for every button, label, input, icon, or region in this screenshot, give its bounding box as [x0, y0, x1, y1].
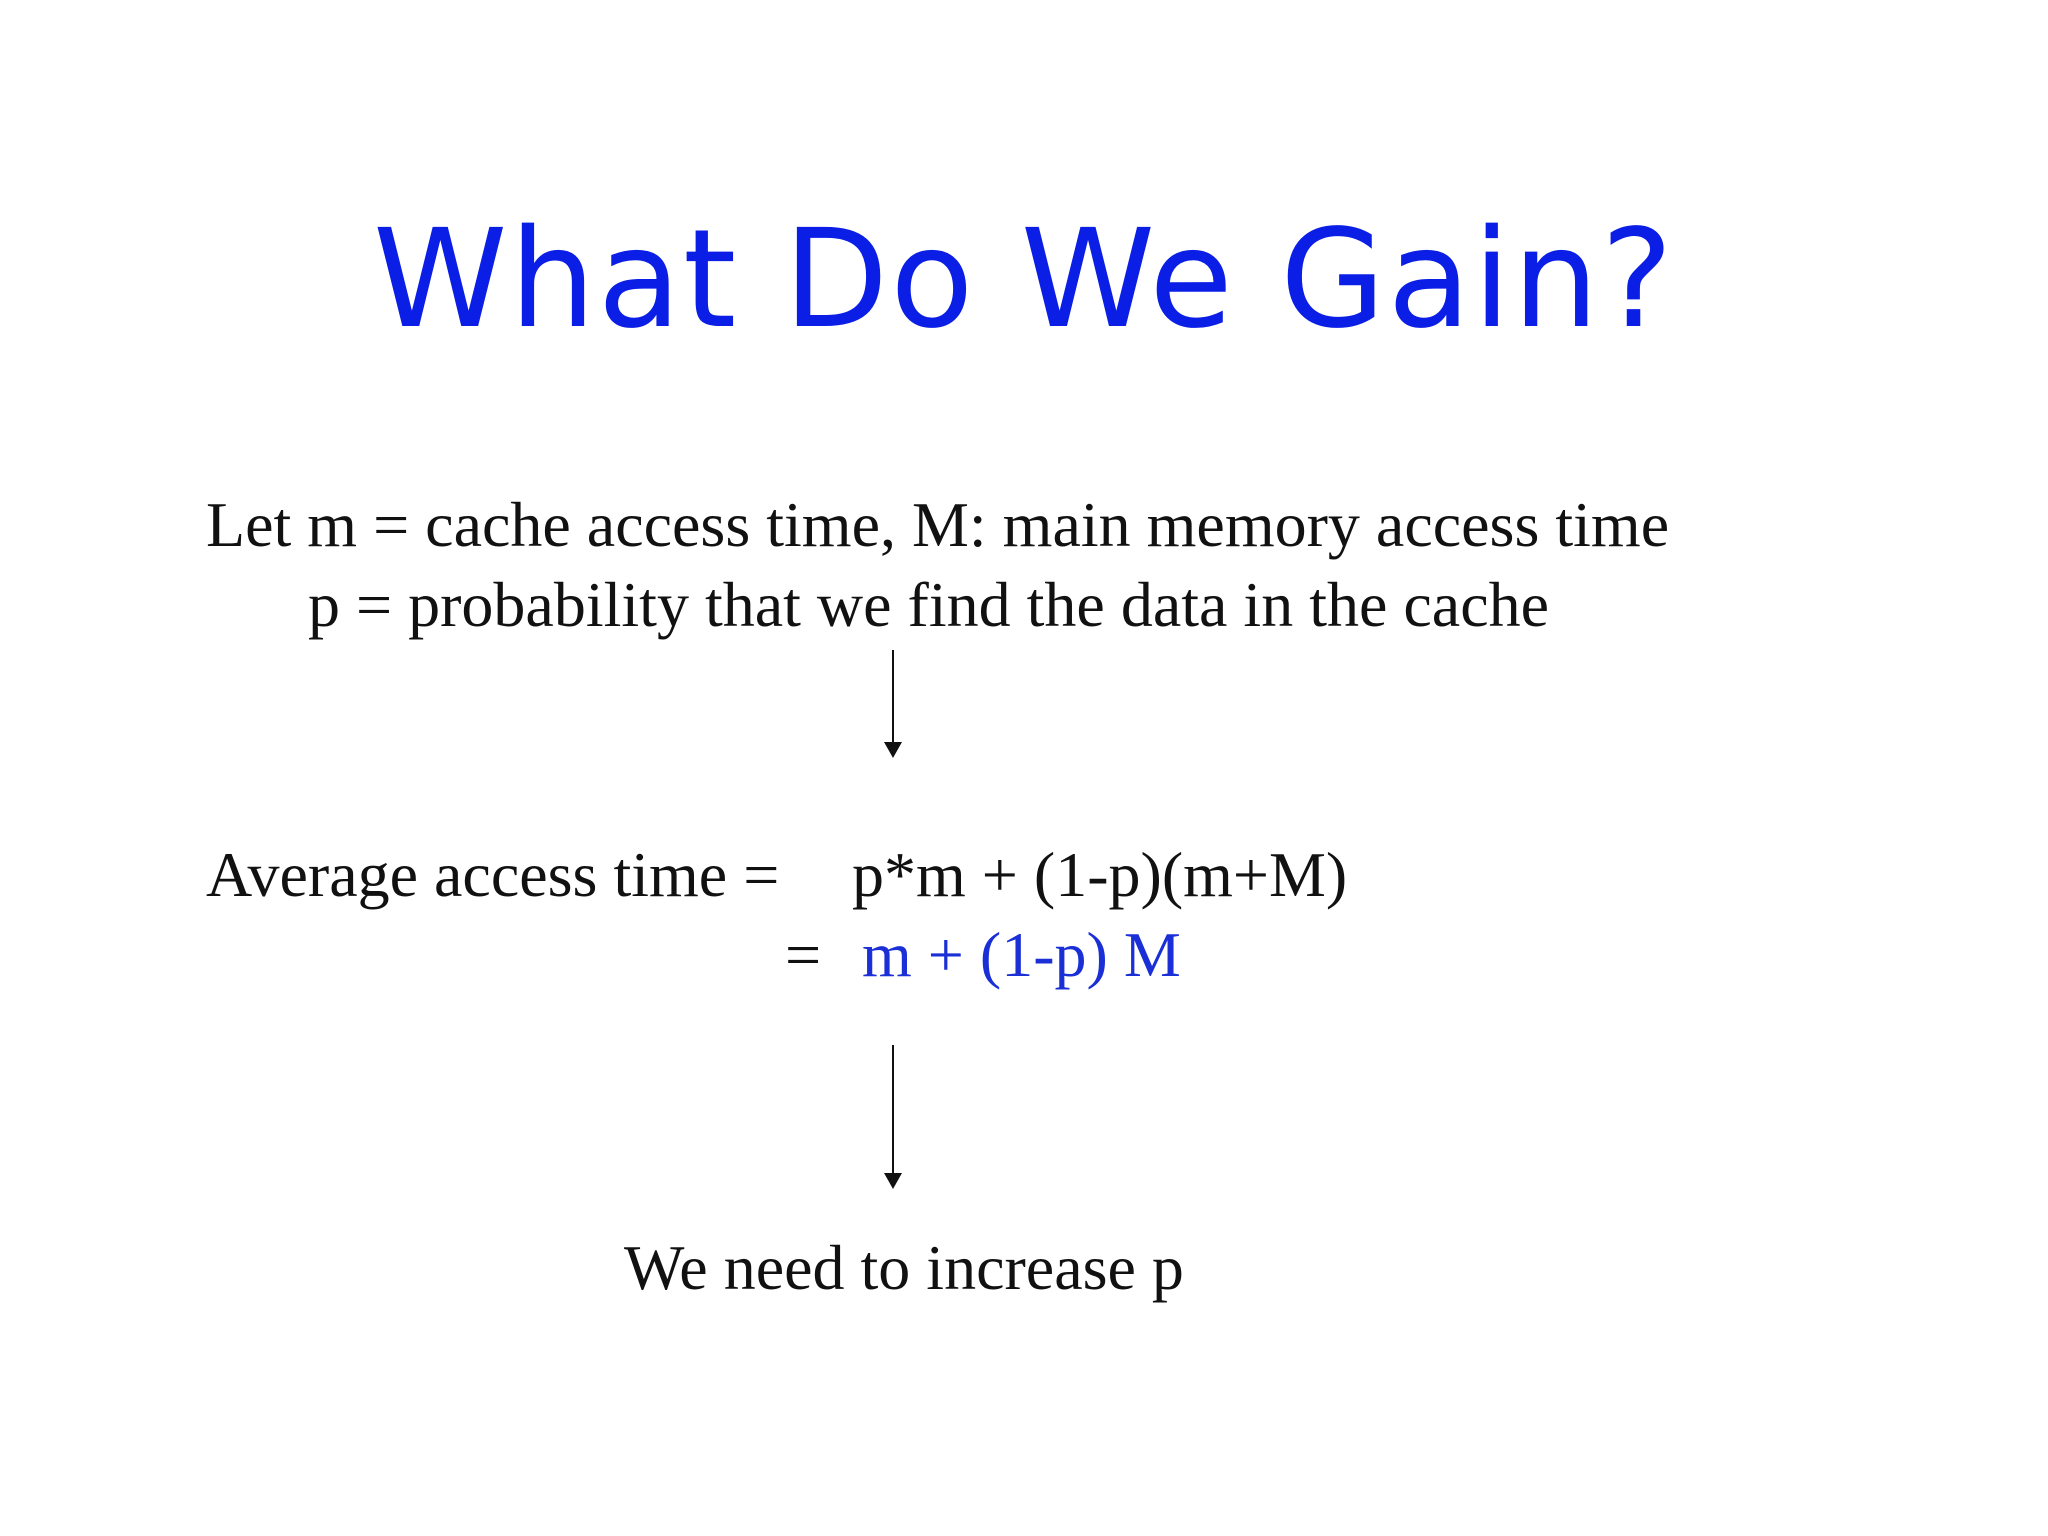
down-arrow-2-shaft — [892, 1045, 894, 1175]
down-arrow-2-head-icon — [884, 1173, 902, 1189]
conclusion-text: We need to increase p — [624, 1232, 1184, 1303]
down-arrow-1-head-icon — [884, 742, 902, 758]
definition-line-2: p = probability that we find the data in the cache — [308, 569, 1549, 640]
definition-line-1: Let m = cache access time, M: main memory access time — [206, 489, 1670, 560]
down-arrow-1-shaft — [892, 650, 894, 744]
slide-title: What Do We Gain? — [372, 201, 1676, 359]
average-access-label: Average access time = — [206, 839, 780, 910]
average-access-expression: p*m + (1-p)(m+M) — [852, 839, 1348, 910]
simplified-expression: m + (1-p) M — [862, 919, 1181, 990]
equals-sign: = — [785, 919, 822, 990]
